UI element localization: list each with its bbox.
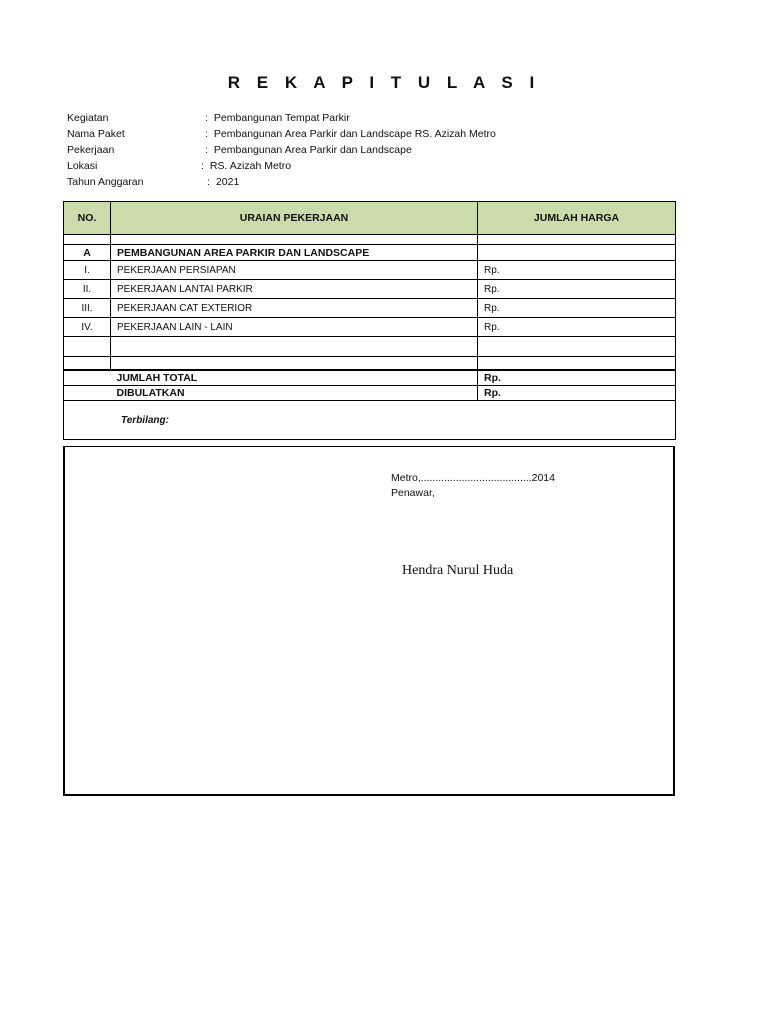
table-cell [478, 357, 676, 371]
total-label: JUMLAH TOTAL [111, 370, 478, 386]
info-value: : Pembangunan Area Parkir dan Landscape [205, 144, 412, 156]
item-no: IV. [64, 318, 111, 337]
total-value: Rp. [478, 370, 676, 386]
table-cell [64, 370, 111, 386]
recap-table [63, 201, 676, 440]
table-cell [111, 357, 478, 371]
header-jumlah: JUMLAH HARGA [478, 202, 676, 235]
info-value: : Pembangunan Area Parkir dan Landscape RS. Azizah Metro [205, 128, 496, 140]
item-jumlah: Rp. [478, 280, 676, 299]
table-cell [64, 235, 111, 245]
signature-name: Hendra Nurul Huda [402, 563, 514, 578]
section-no: A [64, 245, 111, 261]
table-cell [478, 337, 676, 357]
table-row [64, 280, 676, 299]
document-title: R E K A P I T U L A S I [227, 73, 541, 92]
item-no: III. [64, 299, 111, 318]
item-uraian: PEKERJAAN CAT EXTERIOR [111, 299, 478, 318]
header-uraian: URAIAN PEKERJAAN [111, 202, 478, 235]
item-uraian: PEKERJAAN LANTAI PARKIR [111, 280, 478, 299]
terbilang-colon: : [165, 414, 169, 426]
terbilang-row [64, 401, 676, 440]
item-no: II. [64, 280, 111, 299]
info-label: Kegiatan [67, 112, 109, 124]
signature-box [63, 446, 675, 796]
terbilang-label: Terbilang [121, 414, 166, 426]
signature-role: Penawar, [391, 487, 435, 499]
table-cell [111, 235, 478, 245]
item-jumlah: Rp. [478, 261, 676, 280]
info-label: Tahun Anggaran [67, 176, 144, 188]
rounded-value: Rp. [478, 386, 676, 401]
table-row [64, 235, 676, 245]
table-row [64, 299, 676, 318]
table-cell [478, 235, 676, 245]
rounded-label: DIBULATKAN [111, 386, 478, 401]
table-cell [478, 245, 676, 261]
table-row [64, 357, 676, 371]
info-label: Lokasi [67, 160, 98, 172]
info-value: : 2021 [207, 176, 240, 188]
item-jumlah: Rp. [478, 299, 676, 318]
table-cell [64, 357, 111, 371]
table-cell [64, 337, 111, 357]
table-cell [111, 337, 478, 357]
signature-date: Metro,......................................2014 [391, 472, 555, 484]
table-row [64, 337, 676, 357]
section-row [64, 245, 676, 261]
table-row [64, 261, 676, 280]
info-value: : Pembangunan Tempat Parkir [205, 112, 350, 124]
item-jumlah: Rp. [478, 318, 676, 337]
total-row [64, 370, 676, 386]
info-label: Nama Paket [67, 128, 125, 140]
info-label: Pekerjaan [67, 144, 115, 156]
item-no: I. [64, 261, 111, 280]
table-header-row [64, 202, 676, 235]
header-no: NO. [64, 202, 111, 235]
item-uraian: PEKERJAAN LAIN - LAIN [111, 318, 478, 337]
info-value: : RS. Azizah Metro [201, 160, 292, 172]
terbilang-cell [64, 401, 676, 440]
rounded-row [64, 386, 676, 401]
table-cell [64, 386, 111, 401]
table-row [64, 318, 676, 337]
item-uraian: PEKERJAAN PERSIAPAN [111, 261, 478, 280]
section-title: PEMBANGUNAN AREA PARKIR DAN LANDSCAPE [111, 245, 478, 261]
